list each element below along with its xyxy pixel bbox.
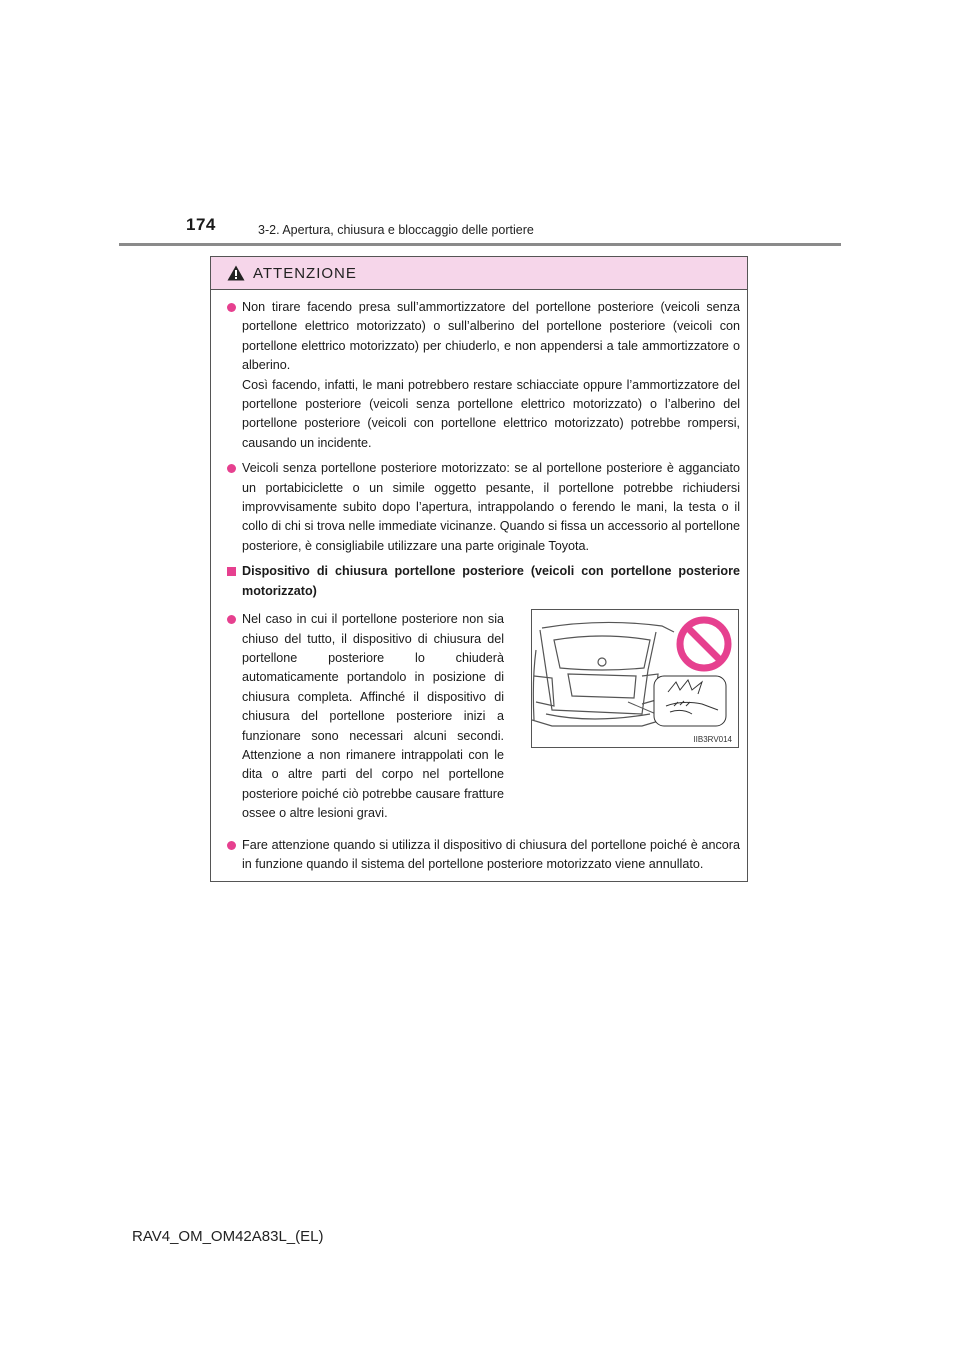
page-number: 174 xyxy=(186,215,216,234)
bullet-text: Nel caso in cui il portellone posteriore non sia chiuso del tutto, il dispositivo di chiusura del portellone posteriore lo chiuderà automaticamente portandolo in posizione di chiusura completa. Affinché il dispositivo di chiusura del portellone posteriore inizi a funzionare sono necessari alcuni secondi. Attenzione a non rimanere intrappolati con le dita o altre parti del corpo nel portellone posteriore poiché ciò potrebbe causare fratture ossee o altre lesioni gravi. xyxy=(242,612,504,821)
warning-box xyxy=(210,256,748,882)
warning-title: ATTENZIONE xyxy=(253,264,357,282)
subheading-text: Dispositivo di chiusura portellone posteriore (veicoli con portellone posteriore motorizzato) xyxy=(242,564,740,598)
header-rule xyxy=(119,243,841,246)
bullet-dot-icon xyxy=(227,841,236,850)
bullet-dot-icon xyxy=(227,303,236,312)
warning-bullet xyxy=(227,610,504,823)
figure-row xyxy=(227,609,740,829)
warning-header xyxy=(211,257,747,290)
tailgate-illustration xyxy=(531,609,739,748)
pinch-detail xyxy=(654,676,726,726)
car-rear-illustration xyxy=(532,623,674,727)
bullet-text: Veicoli senza portellone posteriore motorizzato: se al portellone posteriore è agganciato un portabiciclette o un simile oggetto pesante, il portellone potrebbe richiudersi improvvisamente subito dopo l’apertura, intrappolando o ferendo le mani, la testa o il collo di chi si trova nelle immediate vicinanze. Quando si fissa un accessorio al portellone posteriore, è consigliabile utilizzare una parte originale Toyota. xyxy=(242,461,740,553)
bullet-dot-icon xyxy=(227,615,236,624)
prohibition-icon xyxy=(680,620,728,668)
figure-code: IIB3RV014 xyxy=(693,735,732,745)
warning-triangle-icon xyxy=(227,265,245,281)
subheading xyxy=(227,562,740,601)
warning-bullet xyxy=(227,459,740,556)
warning-content xyxy=(211,290,747,874)
bullet-text: Non tirare facendo presa sull’ammortizzatore del portellone posteriore (veicoli senza portellone elettrico motorizzato) o sull’alberino del portellone posteriore (veicoli con portellone elettrico motorizzato) per chiuderlo, e non appendersi a tale ammortizzatore o alberino. xyxy=(242,300,740,373)
warning-bullet xyxy=(227,836,740,875)
bullet-text: Fare attenzione quando si utilizza il dispositivo di chiusura del portellone poiché è ancora in funzione quando il sistema del portellone posteriore motorizzato viene annullato. xyxy=(242,837,740,871)
bullet-dot-icon xyxy=(227,464,236,473)
bullet-text: Così facendo, infatti, le mani potrebbero restare schiacciate oppure l’ammortizzatore del portellone posteriore (veicoli senza portellone elettrico motorizzato) o l’alberino del portellone posteriore (veicoli con portellone elettrico motorizzato) potrebbe rompersi, causando un incidente. xyxy=(242,377,740,450)
square-bullet-icon xyxy=(227,567,236,576)
warning-bullet xyxy=(227,298,740,453)
footer-doc-code: RAV4_OM_OM42A83L_(EL) xyxy=(132,1228,324,1245)
section-title: 3-2. Apertura, chiusura e bloccaggio delle portiere xyxy=(258,223,534,237)
